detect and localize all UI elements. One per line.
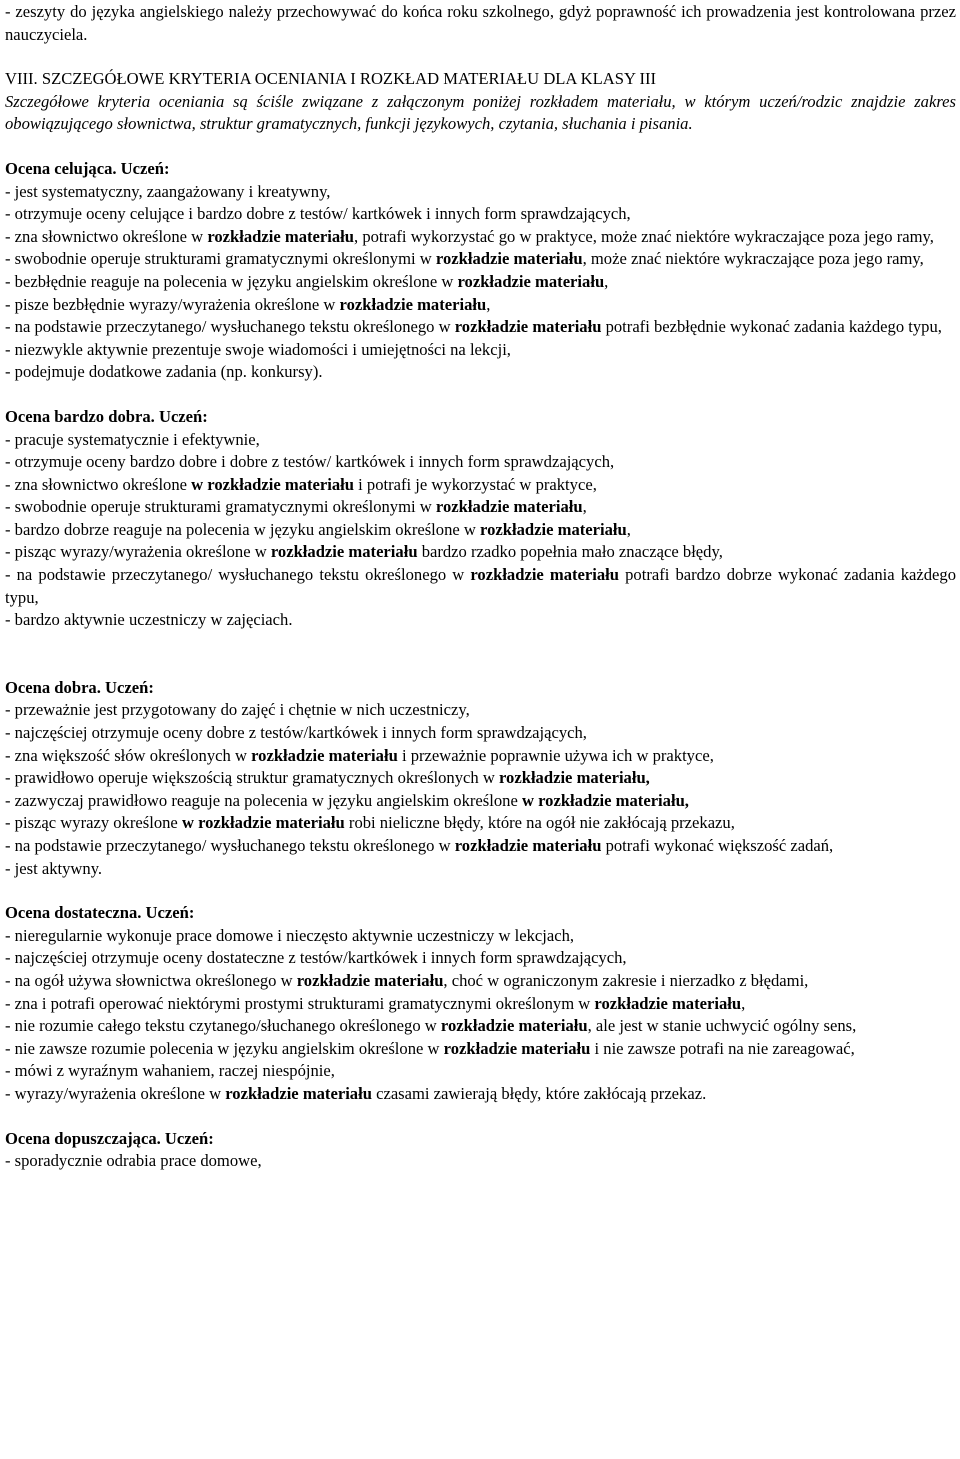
criterion-text: , ale jest w stanie uchwycić ogólny sens, (587, 1016, 857, 1036)
intro-paragraph: - zeszyty do języka angielskiego należy przechowywać do końca roku szkolnego, gdyż poprawność ich prowadzenia jest kontrolowana przez nauczyciela. (5, 2, 956, 44)
criterion-emphasis: w rozkładzie materiału (191, 474, 355, 494)
criterion-text: i potrafi je wykorzystać w praktyce, (354, 474, 597, 494)
criterion-text: - niezwykle aktywnie prezentuje swoje wiadomości i umiejętności na lekcji, (5, 339, 511, 359)
criterion-item (5, 564, 956, 609)
criterion-text: , może znać niektóre wykraczające poza jego ramy, (582, 249, 924, 269)
criterion-text: - jest systematyczny, zaangażowany i kreatywny, (5, 181, 331, 201)
criterion-text: - zna i potrafi operować niektórymi prostymi strukturami gramatycznymi określonym w (5, 993, 595, 1013)
grade-section (5, 677, 956, 880)
criterion-item (5, 1083, 956, 1106)
criterion-item (5, 203, 956, 226)
criterion-item (5, 745, 956, 768)
criterion-item (5, 790, 956, 813)
grade-section (5, 158, 956, 384)
criterion-text: , potrafi wykorzystać go w praktyce, może znać niektóre wykraczające poza jego ramy, (354, 226, 934, 246)
criterion-text: - sporadycznie odrabia prace domowe, (5, 1151, 262, 1171)
criterion-emphasis: w rozkładzie materiału, (521, 790, 689, 810)
criterion-item (5, 812, 956, 835)
criterion-text: - swobodnie operuje strukturami gramatycznymi określonymi w (5, 249, 436, 269)
criterion-emphasis: rozkładzie materiału (454, 836, 602, 855)
criterion-text: , choć w ograniczonym zakresie i nierzadko z błędami, (443, 970, 809, 990)
criterion-text: - zna słownictwo określone (5, 474, 192, 494)
document-page (0, 1, 960, 1173)
criterion-item (5, 451, 956, 474)
criterion-text: - swobodnie operuje strukturami gramatycznymi określonymi w (5, 497, 436, 517)
criterion-item (5, 1150, 956, 1173)
criterion-emphasis: rozkładzie materiału (225, 1083, 372, 1103)
criterion-item (5, 993, 956, 1016)
criterion-text: - wyrazy/wyrażenia określone w (5, 1083, 226, 1103)
criterion-item (5, 699, 956, 722)
criterion-text: potrafi bardzo dobrze wykonać zadania każdego typu, (5, 565, 956, 607)
criterion-item (5, 316, 956, 339)
criterion-emphasis: w rozkładzie materiału (181, 813, 345, 833)
grade-section (5, 1128, 956, 1173)
criterion-emphasis: rozkładzie materiału (435, 497, 583, 517)
grade-heading: Ocena celująca. Uczeń: (5, 158, 170, 178)
grade-heading: Ocena dostateczna. Uczeń: (5, 903, 195, 923)
criterion-text: - nie zawsze rozumie polecenia w języku angielskim określone w (5, 1038, 444, 1058)
criterion-text: potrafi wykonać większość zadań, (601, 836, 834, 855)
criterion-item (5, 609, 956, 632)
criterion-item (5, 496, 956, 519)
criterion-emphasis: rozkładzie materiału, (498, 768, 650, 788)
criterion-emphasis: rozkładzie materiału (207, 226, 355, 246)
criterion-text: - na ogół używa słownictwa określonego w (5, 970, 297, 990)
criterion-item (5, 226, 956, 249)
criterion-text: robi nieliczne błędy, które na ogół nie zakłócają przekazu, (344, 813, 735, 833)
criterion-text: - na podstawie przeczytanego/ wysłuchanego tekstu określonego w (5, 565, 471, 585)
criterion-item (5, 519, 956, 542)
criterion-text: potrafi bezbłędnie wykonać zadania każdego typu, (601, 317, 942, 337)
criterion-text: bardzo rzadko popełnia mało znaczące błędy, (417, 542, 723, 562)
criterion-emphasis: rozkładzie materiału (443, 1038, 591, 1058)
criterion-item (5, 271, 956, 294)
criterion-emphasis: rozkładzie materiału (339, 294, 487, 314)
criterion-text: - pisząc wyrazy/wyrażenia określone w (5, 542, 271, 562)
criterion-text: - najczęściej otrzymuje oceny dostateczne z testów/kartkówek i innych form sprawdzających, (5, 948, 627, 968)
grade-heading: Ocena dobra. Uczeń: (5, 677, 154, 697)
grade-criteria-list (5, 158, 956, 1173)
criterion-text: i nie zawsze potrafi na nie zareagować, (590, 1038, 855, 1058)
criterion-item (5, 722, 956, 745)
criterion-text: - zna słownictwo określone w (5, 226, 208, 246)
grade-section (5, 902, 956, 1105)
criterion-text: i przeważnie poprawnie używa ich w praktyce, (397, 745, 714, 765)
criterion-text: , (626, 519, 631, 539)
criterion-text: - pisząc wyrazy określone (5, 813, 182, 833)
criterion-item (5, 858, 956, 881)
criterion-text: - podejmuje dodatkowe zadania (np. konkursy). (5, 362, 323, 382)
criterion-text: - mówi z wyraźnym wahaniem, raczej niespójnie, (5, 1061, 335, 1081)
criterion-item (5, 1015, 956, 1038)
criterion-text: - jest aktywny. (5, 858, 103, 878)
criterion-text: - bardzo dobrze reaguje na polecenia w języku angielskim określone w (5, 519, 481, 539)
criterion-item (5, 541, 956, 564)
criterion-item (5, 767, 956, 790)
criterion-item (5, 248, 956, 271)
criterion-text: - zna większość słów określonych w (5, 745, 252, 765)
criterion-text: - otrzymuje oceny bardzo dobre i dobre z testów/ kartkówek i innych form sprawdzających, (5, 452, 615, 472)
criterion-item (5, 429, 956, 452)
criterion-emphasis: rozkładzie materiału (470, 565, 620, 585)
criterion-text: - pisze bezbłędnie wyrazy/wyrażenia określone w (5, 294, 340, 314)
criterion-item (5, 970, 956, 993)
criterion-item (5, 835, 956, 858)
criterion-item (5, 474, 956, 497)
criterion-item (5, 1060, 956, 1083)
section-title: VIII. SZCZEGÓŁOWE KRYTERIA OCENIANIA I ROZKŁAD MATERIAŁU DLA KLASY III (5, 69, 657, 89)
criterion-text: , (582, 497, 587, 517)
criterion-text: - bardzo aktywnie uczestniczy w zajęciach. (5, 610, 293, 630)
criterion-text: - bezbłędnie reaguje na polecenia w języku angielskim określone w (5, 271, 458, 291)
criterion-text: - nieregularnie wykonuje prace domowe i nieczęsto aktywnie uczestniczy w lekcjach, (5, 925, 575, 945)
criterion-item (5, 1038, 956, 1061)
criterion-emphasis: rozkładzie materiału (457, 271, 605, 291)
criterion-item (5, 947, 956, 970)
criterion-text: - nie rozumie całego tekstu czytanego/słuchanego określonego w (5, 1016, 441, 1036)
criterion-emphasis: rozkładzie materiału (270, 542, 418, 562)
criterion-emphasis: rozkładzie materiału (435, 249, 583, 269)
criterion-emphasis: rozkładzie materiału (480, 519, 627, 539)
grade-heading: Ocena bardzo dobra. Uczeń: (5, 406, 208, 426)
grade-heading: Ocena dopuszczająca. Uczeń: (5, 1128, 214, 1148)
criterion-text: - pracuje systematycznie i efektywnie, (5, 429, 260, 449)
criterion-emphasis: rozkładzie materiału (251, 745, 398, 765)
criterion-item (5, 294, 956, 317)
criterion-item (5, 361, 956, 384)
criterion-text: , (604, 271, 609, 291)
section-description: Szczegółowe kryteria oceniania są ściśle związane z załączonym poniżej rozkładem materiału, w którym uczeń/rodzic znajdzie zakres obowiązującego słownictwa, struktur gramatycznych, funkcji językowych, czytania, słuchania i pisania. (5, 91, 956, 134)
criterion-text: - na podstawie przeczytanego/ wysłuchanego tekstu określonego w (5, 836, 455, 855)
criterion-text: czasami zawierają błędy, które zakłócają przekaz. (371, 1083, 707, 1103)
criterion-emphasis: rozkładzie materiału (594, 993, 742, 1013)
criterion-item (5, 339, 956, 362)
criterion-text: , (486, 294, 491, 314)
criterion-text: - otrzymuje oceny celujące i bardzo dobre z testów/ kartkówek i innych form sprawdzających, (5, 204, 631, 224)
grade-section (5, 406, 956, 632)
criterion-text: - na podstawie przeczytanego/ wysłuchanego tekstu określonego w (5, 317, 455, 337)
criterion-text: - najczęściej otrzymuje oceny dobre z testów/kartkówek i innych form sprawdzających, (5, 723, 587, 743)
criterion-emphasis: rozkładzie materiału (296, 970, 444, 990)
criterion-text: , (741, 993, 746, 1013)
criterion-text: - zazwyczaj prawidłowo reaguje na polecenia w języku angielskim określone (5, 790, 522, 810)
criterion-item (5, 181, 956, 204)
criterion-emphasis: rozkładzie materiału (440, 1016, 588, 1036)
criterion-item (5, 925, 956, 948)
criterion-text: - przeważnie jest przygotowany do zajęć i chętnie w nich uczestniczy, (5, 700, 470, 720)
criterion-text: - prawidłowo operuje większością struktur gramatycznych określonych w (5, 768, 499, 788)
criterion-emphasis: rozkładzie materiału (454, 317, 602, 337)
